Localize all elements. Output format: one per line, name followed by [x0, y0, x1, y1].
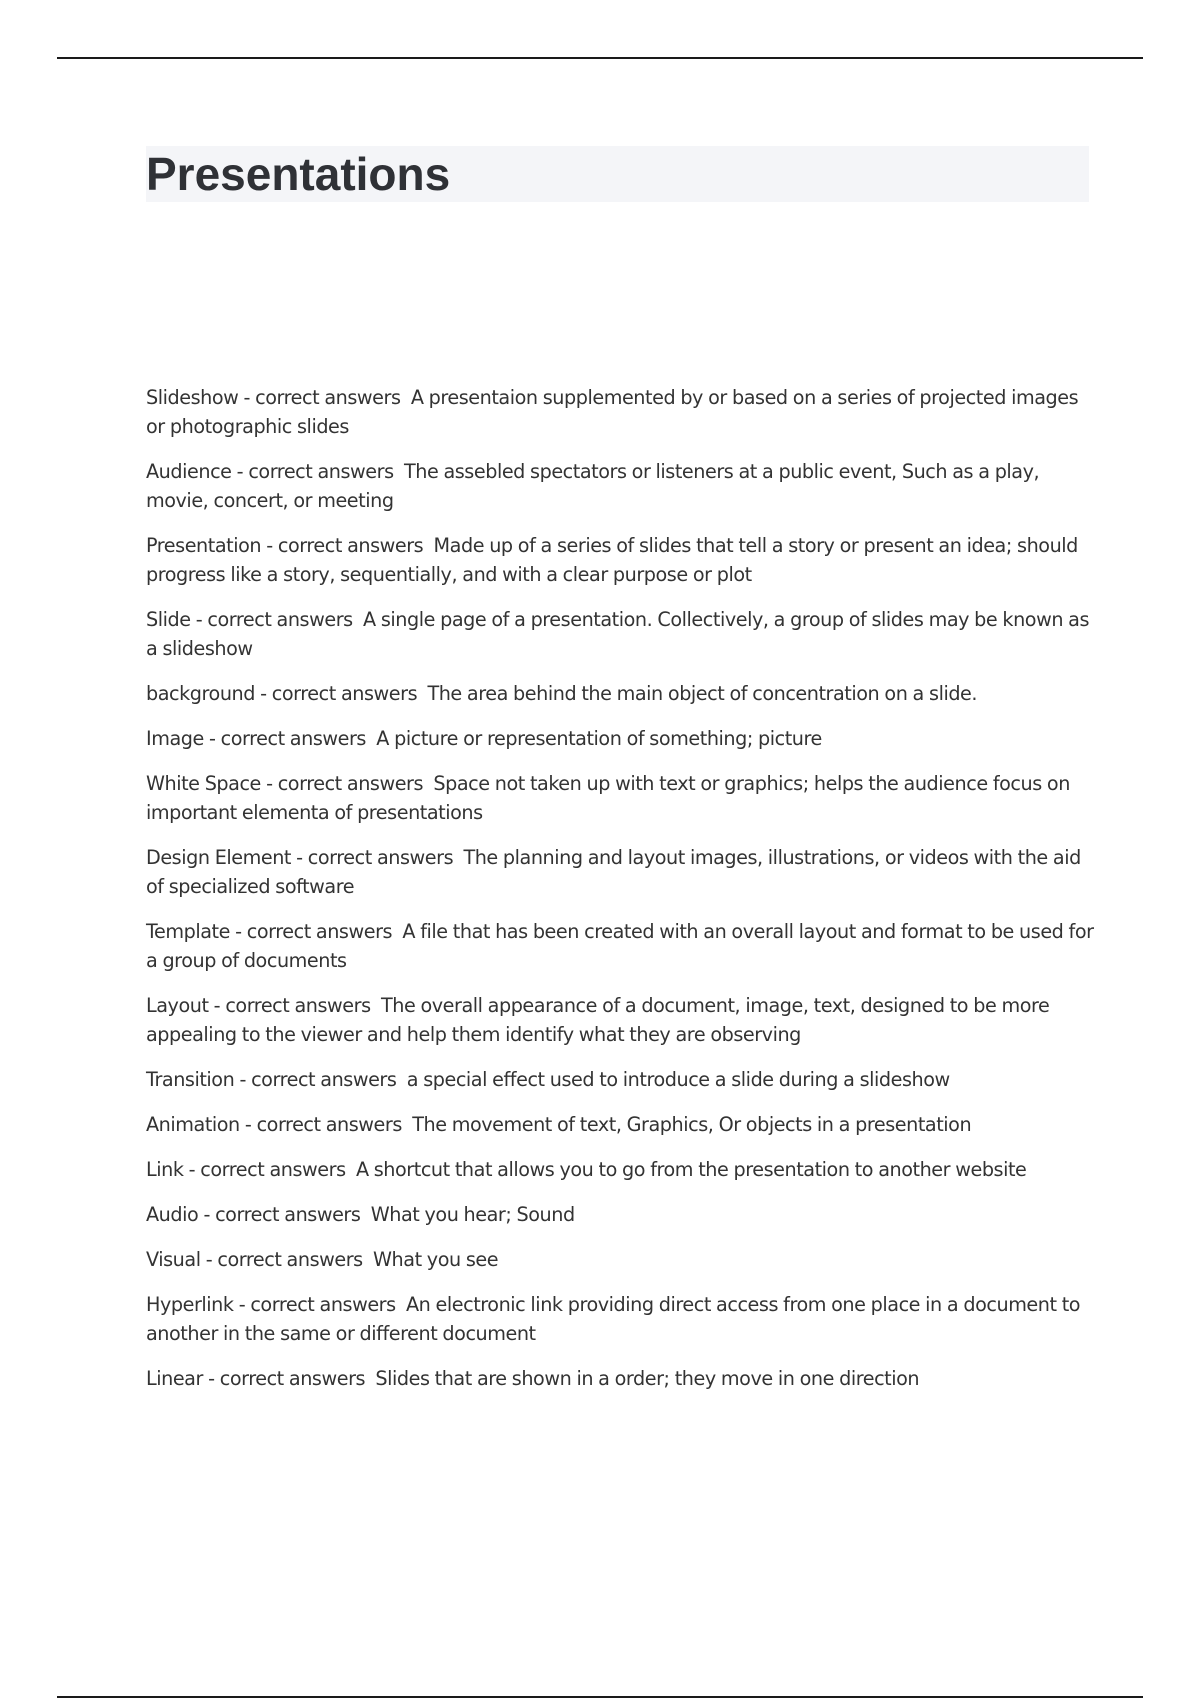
entry-tag: correct answers: [250, 1293, 396, 1316]
entry-separator: -: [260, 772, 278, 795]
glossary-entry: [146, 1110, 1096, 1139]
entry-tag: correct answers: [246, 920, 393, 943]
entry-definition: The overall appearance of a document, image, text, designed to be more appealing to the viewer and help them identify what they are observing: [146, 994, 1050, 1046]
entry-gap: [417, 682, 427, 705]
entry-separator: -: [233, 1293, 251, 1316]
entry-gap: [423, 772, 433, 795]
entry-term: White Space: [146, 772, 261, 795]
entry-gap: [423, 534, 433, 557]
glossary-entry: [146, 1364, 1096, 1393]
top-rule: [57, 57, 1143, 59]
entry-gap: [346, 1158, 356, 1181]
entry-gap: [402, 1113, 412, 1136]
entry-definition: Space not taken up with text or graphics; helps the audience focus on important elementa of presentations: [146, 772, 1070, 824]
glossary-entry: [146, 769, 1096, 827]
entry-definition: An electronic link providing direct access from one place in a document to another in the same or different document: [146, 1293, 1081, 1345]
entry-separator: -: [200, 1248, 218, 1271]
entry-definition: What you hear; Sound: [370, 1203, 575, 1226]
glossary-entry: [146, 679, 1096, 708]
entry-separator: -: [190, 608, 208, 631]
bottom-rule: [57, 1696, 1143, 1698]
glossary-entry: [146, 843, 1096, 901]
entry-separator: -: [255, 682, 272, 705]
entry-separator: -: [291, 846, 308, 869]
glossary-entry: [146, 531, 1096, 589]
entry-definition: What you see: [373, 1248, 499, 1271]
entry-term: Template: [146, 920, 230, 943]
entry-term: Linear: [146, 1367, 203, 1390]
glossary-entry: [146, 1065, 1096, 1094]
entry-term: Hyperlink: [146, 1293, 234, 1316]
entry-separator: -: [183, 1158, 201, 1181]
entry-separator: -: [198, 1203, 216, 1226]
entry-separator: -: [238, 386, 256, 409]
entry-tag: correct answers: [277, 534, 424, 557]
entry-gap: [453, 846, 463, 869]
entry-tag: correct answers: [200, 1158, 346, 1181]
glossary-entry: [146, 1245, 1096, 1274]
entry-separator: -: [234, 1068, 252, 1091]
entry-definition: A picture or representation of something; picture: [376, 727, 822, 750]
entry-separator: -: [208, 994, 226, 1017]
entry-term: Presentation: [146, 534, 262, 557]
entry-term: Audience: [146, 460, 232, 483]
entry-definition: The assebled spectators or listeners at a public event, Such as a play, movie, concert, or meeting: [146, 460, 1040, 512]
entry-definition: Made up of a series of slides that tell a story or present an idea; should progress like a story, sequentially, and with a clear purpose or plot: [146, 534, 1078, 586]
entry-separator: -: [202, 1367, 220, 1390]
entry-definition: A presentaion supplemented by or based on a series of projected images or photographic slides: [146, 386, 1079, 438]
entry-tag: correct answers: [277, 772, 424, 795]
entry-tag: correct answers: [248, 460, 394, 483]
entry-separator: -: [261, 534, 278, 557]
glossary-entry: [146, 605, 1096, 663]
entry-tag: correct answers: [225, 994, 371, 1017]
entry-tag: correct answers: [307, 846, 454, 869]
entry-gap: [365, 1367, 375, 1390]
entry-term: Animation: [146, 1113, 240, 1136]
entry-tag: correct answers: [217, 1248, 363, 1271]
entry-gap: [394, 460, 404, 483]
entry-term: Layout: [146, 994, 209, 1017]
entry-definition: Slides that are shown in a order; they move in one direction: [375, 1367, 920, 1390]
entry-gap: [396, 1068, 406, 1091]
entry-tag: correct answers: [271, 682, 418, 705]
glossary-entry: [146, 917, 1096, 975]
entry-term: Visual: [146, 1248, 201, 1271]
entry-term: Image: [146, 727, 204, 750]
entry-tag: correct answers: [251, 1068, 397, 1091]
entry-definition: A shortcut that allows you to go from the presentation to another website: [355, 1158, 1027, 1181]
entry-separator: -: [203, 727, 221, 750]
entry-term: background: [146, 682, 255, 705]
glossary-entry: [146, 724, 1096, 753]
entry-definition: A file that has been created with an overall layout and format to be used for a group of documents: [146, 920, 1094, 972]
entry-gap: [363, 1248, 373, 1271]
entry-term: Audio: [146, 1203, 199, 1226]
glossary-list: [146, 383, 1096, 1409]
entry-gap: [401, 386, 411, 409]
glossary-entry: [146, 457, 1096, 515]
glossary-entry: [146, 383, 1096, 441]
glossary-entry: [146, 991, 1096, 1049]
entry-separator: -: [239, 1113, 257, 1136]
entry-gap: [366, 727, 376, 750]
entry-tag: correct answers: [255, 386, 401, 409]
entry-term: Link: [146, 1158, 184, 1181]
entry-gap: [392, 920, 402, 943]
entry-definition: The movement of text, Graphics, Or objects in a presentation: [412, 1113, 972, 1136]
glossary-entry: [146, 1155, 1096, 1184]
entry-tag: correct answers: [220, 727, 366, 750]
glossary-entry: [146, 1200, 1096, 1229]
entry-gap: [360, 1203, 370, 1226]
entry-tag: correct answers: [207, 608, 353, 631]
entry-separator: -: [229, 920, 247, 943]
entry-term: Slide: [146, 608, 191, 631]
entry-separator: -: [231, 460, 249, 483]
entry-gap: [396, 1293, 406, 1316]
entry-gap: [371, 994, 381, 1017]
entry-definition: A single page of a presentation. Collectively, a group of slides may be known as a slideshow: [146, 608, 1090, 660]
entry-tag: correct answers: [215, 1203, 361, 1226]
entry-definition: a special effect used to introduce a slide during a slideshow: [406, 1068, 950, 1091]
page-title: Presentations: [146, 148, 451, 200]
entry-definition: The planning and layout images, illustrations, or videos with the aid of specialized software: [146, 846, 1081, 898]
glossary-entry: [146, 1290, 1096, 1348]
entry-gap: [353, 608, 363, 631]
entry-tag: correct answers: [256, 1113, 402, 1136]
entry-term: Slideshow: [146, 386, 239, 409]
entry-definition: The area behind the main object of concentration on a slide.: [427, 682, 978, 705]
entry-term: Design Element: [146, 846, 291, 869]
entry-term: Transition: [146, 1068, 235, 1091]
entry-tag: correct answers: [219, 1367, 366, 1390]
